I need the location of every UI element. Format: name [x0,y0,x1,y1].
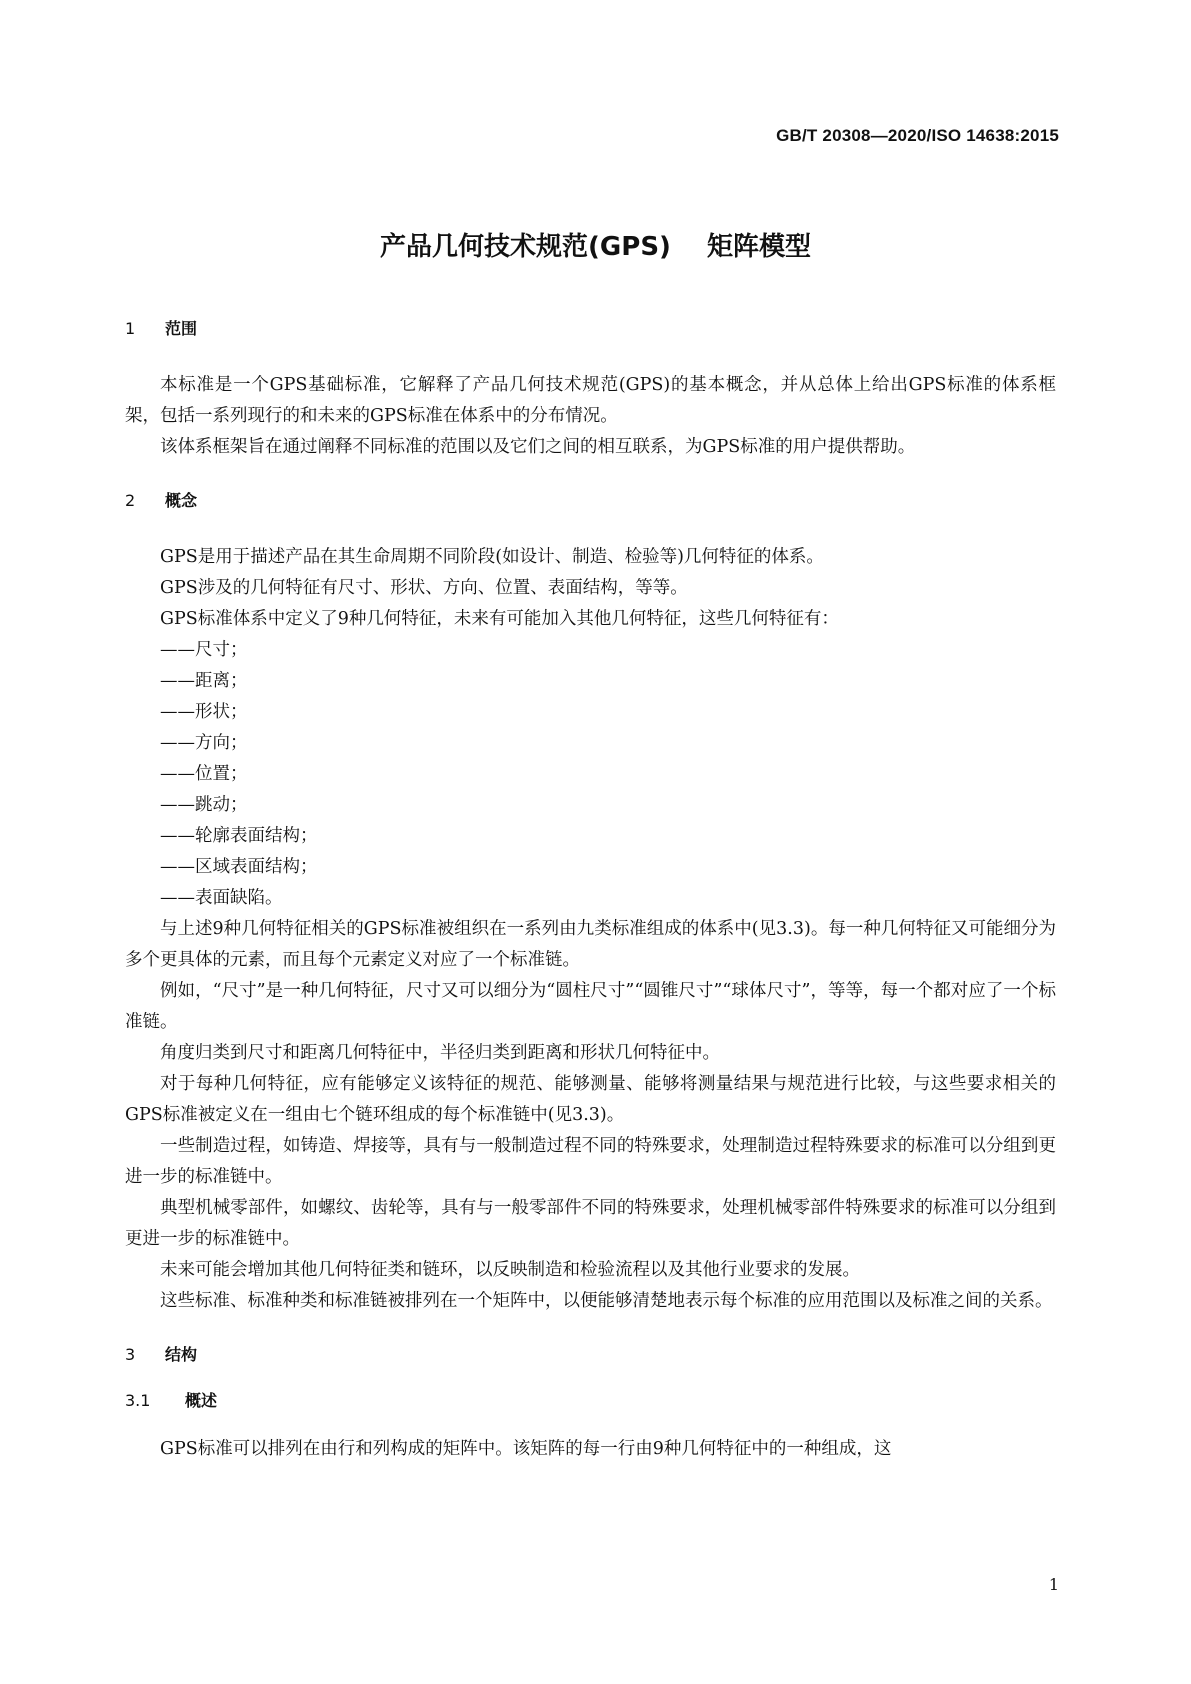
title-sub: 矩阵模型 [706,232,811,262]
subsection-heading [125,1390,1056,1412]
list-item: ——跳动； [160,795,248,815]
page-number: 1 [1048,1575,1059,1594]
subsection-title: 概述 [185,1391,218,1410]
section-number: 2 [125,491,136,510]
paragraph: 这些标准、标准种类和标准链被排列在一个矩阵中，以便能够清楚地表示每个标准的应用范围以及标准之间的关系。 [160,1291,1053,1311]
paragraph: 对于每种几何特征，应有能够定义该特征的规范、能够测量、能够将测量结果与规范进行比较，与这些要求相关的GPS标准被定义在一组由七个链环组成的每个标准链中(见3.3)。 [125,1074,1056,1125]
list-item: ——尺寸； [160,640,248,660]
document-body [125,318,1056,1465]
paragraph: 与上述9种几何特征相关的GPS标准被组织在一系列由九类标准组成的体系中(见3.3)。每一种几何特征又可能细分为多个更具体的元素，而且每个元素定义对应了一个标准链。 [125,919,1056,970]
paragraph: 未来可能会增加其他几何特征类和链环，以反映制造和检验流程以及其他行业要求的发展。 [160,1260,860,1280]
paragraph: GPS标准体系中定义了9种几何特征，未来有可能加入其他几何特征，这些几何特征有： [160,609,839,629]
section-number: 3 [125,1345,136,1364]
section-heading [125,1344,1056,1366]
list-item: ——轮廓表面结构； [160,826,318,846]
paragraph: GPS是用于描述产品在其生命周期不同阶段(如设计、制造、检验等)几何特征的体系。 [160,547,824,567]
subsection-number: 3.1 [125,1391,151,1410]
document-title [0,226,1191,263]
list-item: ——方向； [160,733,248,753]
paragraph: 本标准是一个GPS基础标准，它解释了产品几何技术规范(GPS)的基本概念，并从总体上给出GPS标准的体系框架，包括一系列现行的和未来的GPS标准在体系中的分布情况。 [125,375,1056,426]
list-item: ——距离； [160,671,248,691]
section-heading [125,490,1056,512]
section-heading [125,318,1056,340]
paragraph: 该体系框架旨在通过阐释不同标准的范围以及它们之间的相互联系，为GPS标准的用户提供帮助。 [160,437,916,457]
paragraph: GPS涉及的几何特征有尺寸、形状、方向、位置、表面结构，等等。 [160,578,688,598]
paragraph: 典型机械零部件，如螺纹、齿轮等，具有与一般零部件不同的特殊要求，处理机械零部件特殊要求的标准可以分组到更进一步的标准链中。 [125,1198,1056,1249]
paragraph: 角度归类到尺寸和距离几何特征中，半径归类到距离和形状几何特征中。 [160,1043,720,1063]
section-title: 结构 [165,1345,198,1364]
list-item: ——表面缺陷。 [160,888,283,908]
section-title: 范围 [165,319,198,338]
paragraph: 一些制造过程，如铸造、焊接等，具有与一般制造过程不同的特殊要求，处理制造过程特殊要求的标准可以分组到更进一步的标准链中。 [125,1136,1056,1187]
list-item: ——位置； [160,764,248,784]
title-main: 产品几何技术规范(GPS) [380,232,671,262]
list-item: ——形状； [160,702,248,722]
standard-code: GB/T 20308—2020/ISO 14638:2015 [776,126,1059,145]
paragraph: 例如，“尺寸”是一种几何特征，尺寸又可以细分为“圆柱尺寸”“圆锥尺寸”“球体尺寸”，等等，每一个都对应了一个标准链。 [125,981,1056,1032]
section-title: 概念 [165,491,198,510]
section-number: 1 [125,319,136,338]
paragraph: GPS标准可以排列在由行和列构成的矩阵中。该矩阵的每一行由9种几何特征中的一种组成，这 [160,1439,892,1459]
list-item: ——区域表面结构； [160,857,318,877]
